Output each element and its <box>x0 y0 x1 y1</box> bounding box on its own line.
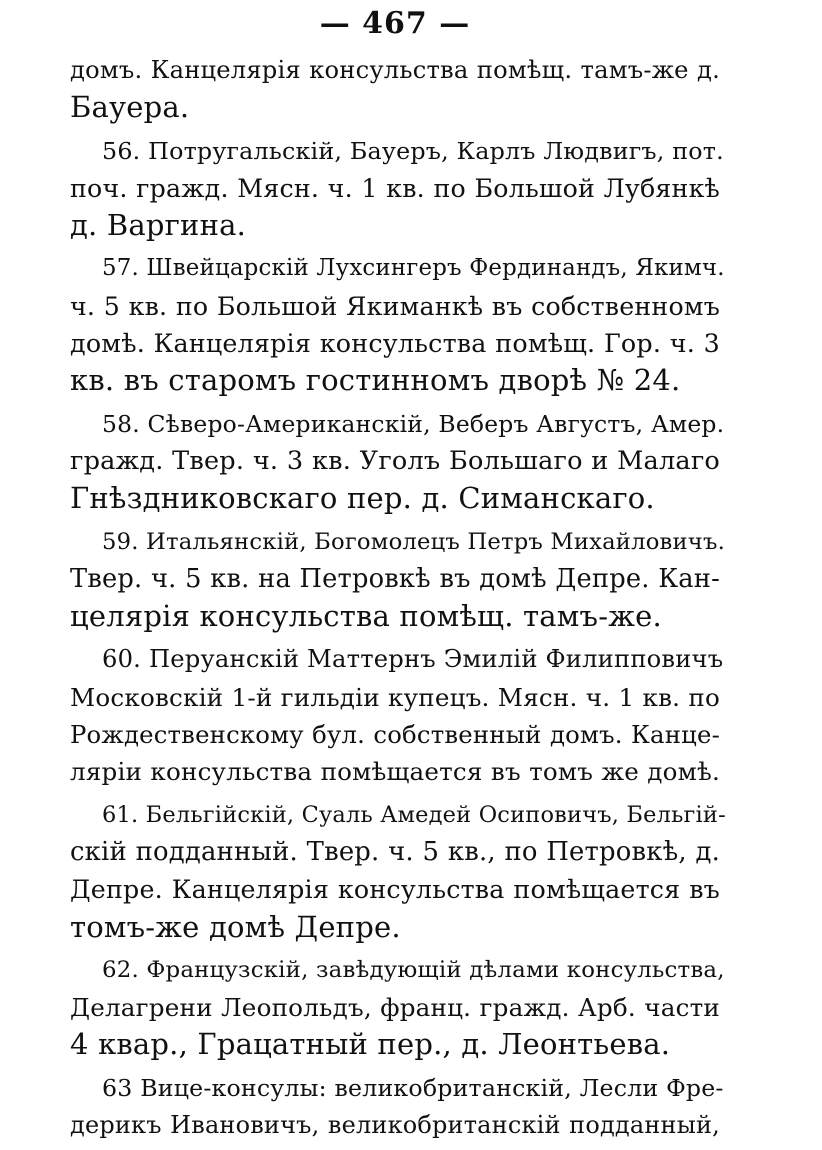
text-line: скій подданный. Твер. ч. 5 кв., по Петровкѣ, д. <box>70 836 720 867</box>
page-body <box>70 52 726 1150</box>
entry-58 <box>70 406 725 518</box>
text-line: кв. въ старомъ гостинномъ дворѣ № 24. <box>70 363 681 398</box>
text-line: поч. гражд. Мясн. ч. 1 кв. по Большой Лубянкѣ <box>70 173 720 203</box>
entry-heading-line: 58. Сѣверо-Американскій, Веберъ Августъ, Амер. <box>102 409 725 438</box>
text-line: Бауера. <box>70 90 190 125</box>
text-line: ч. 5 кв. по Большой Якиманкѣ въ собственномъ <box>70 291 720 321</box>
entry-heading-line: 57. Швейцарскій Лухсингеръ Фердинандъ, Якимч. <box>102 255 725 282</box>
entry-heading-line: 61. Бельгійскій, Суаль Амедей Осиповичъ, Бельгій- <box>102 801 726 828</box>
text-line: д. Варгина. <box>70 208 247 243</box>
entry-56 <box>70 133 724 245</box>
text-line: Делагрени Леопольдъ, франц. гражд. Арб. части <box>70 993 720 1023</box>
text-line: ляріи консульства помѣщается въ томъ же домѣ. <box>70 757 720 787</box>
entry-63 <box>70 1070 724 1145</box>
text-line: Твер. ч. 5 кв. на Петровкѣ въ домѣ Депре. Кан- <box>70 563 720 594</box>
entry-heading-line: 59. Итальянскій, Богомолецъ Петръ Михайловичъ. <box>102 528 725 555</box>
entry-heading-line: 62. Французскій, завѣдующій дѣлами консульства, <box>102 956 725 983</box>
text-line: гражд. Твер. ч. 3 кв. Уголъ Большаго и Малаго <box>70 445 720 476</box>
text-line: домъ. Канцелярія консульства помѣщ. тамъ-же д. <box>70 56 720 84</box>
text-line: дерикъ Ивановичъ, великобританскій подданный, <box>70 1111 720 1140</box>
entry-heading-line: 63 Вице-консулы: великобританскій, Лесли Фре- <box>102 1073 724 1102</box>
text-line: целярія консульства помѣщ. тамъ-же. <box>70 599 662 634</box>
text-line: Депре. Канцелярія консульства помѣщается въ <box>70 874 720 905</box>
entry-continuation <box>70 52 720 127</box>
entry-heading-line: 56. Потругальскій, Бауеръ, Карлъ Людвигъ, пот. <box>102 136 724 165</box>
entry-57 <box>70 250 725 399</box>
text-line: 4 квар., Грацатный пер., д. Леонтьева. <box>70 1027 671 1062</box>
entry-59 <box>70 524 725 636</box>
entry-62 <box>70 952 725 1064</box>
text-line: Рождественскому бул. собственный домъ. Канце- <box>70 720 720 750</box>
entry-60 <box>70 641 724 790</box>
page-number: — 467 — <box>319 6 471 41</box>
text-line: томъ-же домѣ Депре. <box>70 909 401 944</box>
entry-heading-line: 60. Перуанскій Маттернъ Эмилій Филипповичъ <box>102 645 724 674</box>
text-line: домѣ. Канцелярія консульства помѣщ. Гор. ч. 3 <box>70 328 720 359</box>
text-line: Гнѣздниковскаго пер. д. Симанскаго. <box>70 481 655 516</box>
entry-61 <box>70 797 726 946</box>
text-line: Московскій 1-й гильдіи купецъ. Мясн. ч. 1 кв. по <box>70 682 720 712</box>
